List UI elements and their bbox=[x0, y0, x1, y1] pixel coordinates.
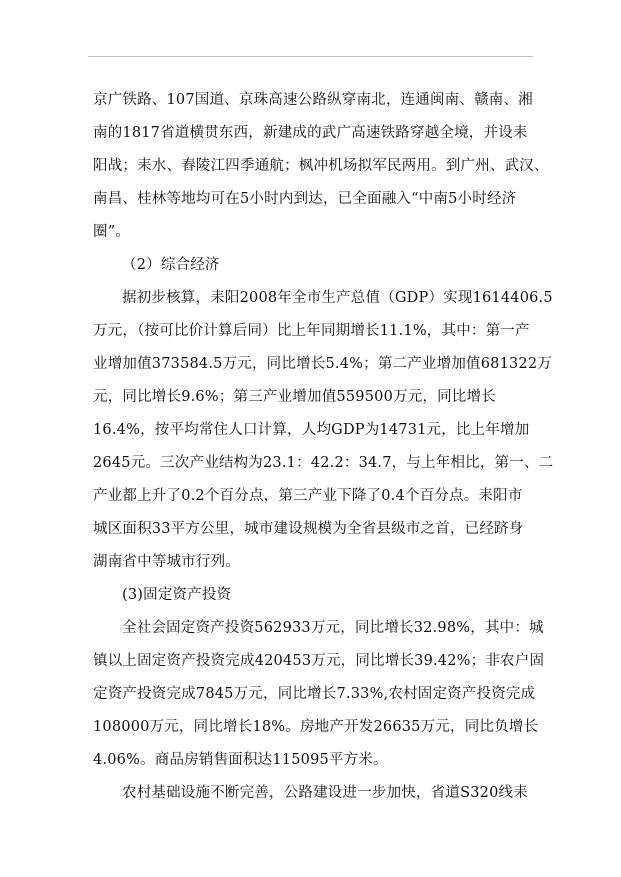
text-line: 业增加值373584.5万元，同比增长5.4%；第二产业增加值681322万 bbox=[93, 356, 552, 372]
text-line: 2645元。三次产业结构为23.1：42.2：34.7，与上年相比，第一、二 bbox=[93, 455, 554, 471]
text-line: 农村基础设施不断完善，公路建设进一步加快，省道S320线耒 bbox=[122, 785, 528, 801]
text-line: 16.4%，按平均常住人口计算，人均GDP为14731元，比上年增加 bbox=[93, 422, 530, 438]
text-line: 京广铁路、107国道、京珠高速公路纵穿南北，连通闽南、赣南、湘 bbox=[93, 92, 533, 108]
text-line: 阳战；耒水、舂陵江四季通航；枫冲机场拟军民两用。到广州、武汉、 bbox=[93, 158, 549, 174]
text-line: 元，同比增长9.6%；第三产业增加值559500万元，同比增长 bbox=[93, 389, 496, 405]
text-line: 万元，（按可比价计算后同）比上年同期增长11.1%，其中：第一产 bbox=[93, 323, 530, 339]
text-line: 南昌、桂林等地均可在5小时内到达，已全面融入“中南5小时经济 bbox=[93, 191, 517, 207]
header-rule bbox=[88, 56, 533, 57]
text-line: 全社会固定资产投资562933万元，同比增长32.98%，其中：城 bbox=[122, 620, 544, 636]
text-line: 108000万元，同比增长18%。房地产开发26635万元，同比负增长 bbox=[93, 719, 539, 735]
text-line: 产业都上升了0.2个百分点，第三产业下降了0.4个百分点。耒阳市 bbox=[93, 488, 523, 504]
text-line: 城区面积33平方公里，城市建设规模为全省县级市之首，已经跻身 bbox=[93, 521, 524, 537]
text-line: 南的1817省道横贯东西，新建成的武广高速铁路穿越全境，并设耒 bbox=[93, 125, 528, 141]
section-heading: (3)固定资产投资 bbox=[122, 587, 232, 603]
section-heading: （2）综合经济 bbox=[122, 257, 220, 273]
text-line: 定资产投资完成7845万元，同比增长7.33%,农村固定资产投资完成 bbox=[93, 686, 536, 702]
text-line: 据初步核算，耒阳2008年全市生产总值（GDP）实现1614406.5 bbox=[122, 290, 553, 306]
text-line: 湖南省中等城市行列。 bbox=[93, 554, 240, 570]
text-line: 镇以上固定资产投资完成420453万元，同比增长39.42%；非农户固 bbox=[93, 653, 545, 669]
text-line: 4.06%。商品房销售面积达115095平方米。 bbox=[93, 752, 388, 768]
text-line: 圈”。 bbox=[93, 224, 131, 240]
